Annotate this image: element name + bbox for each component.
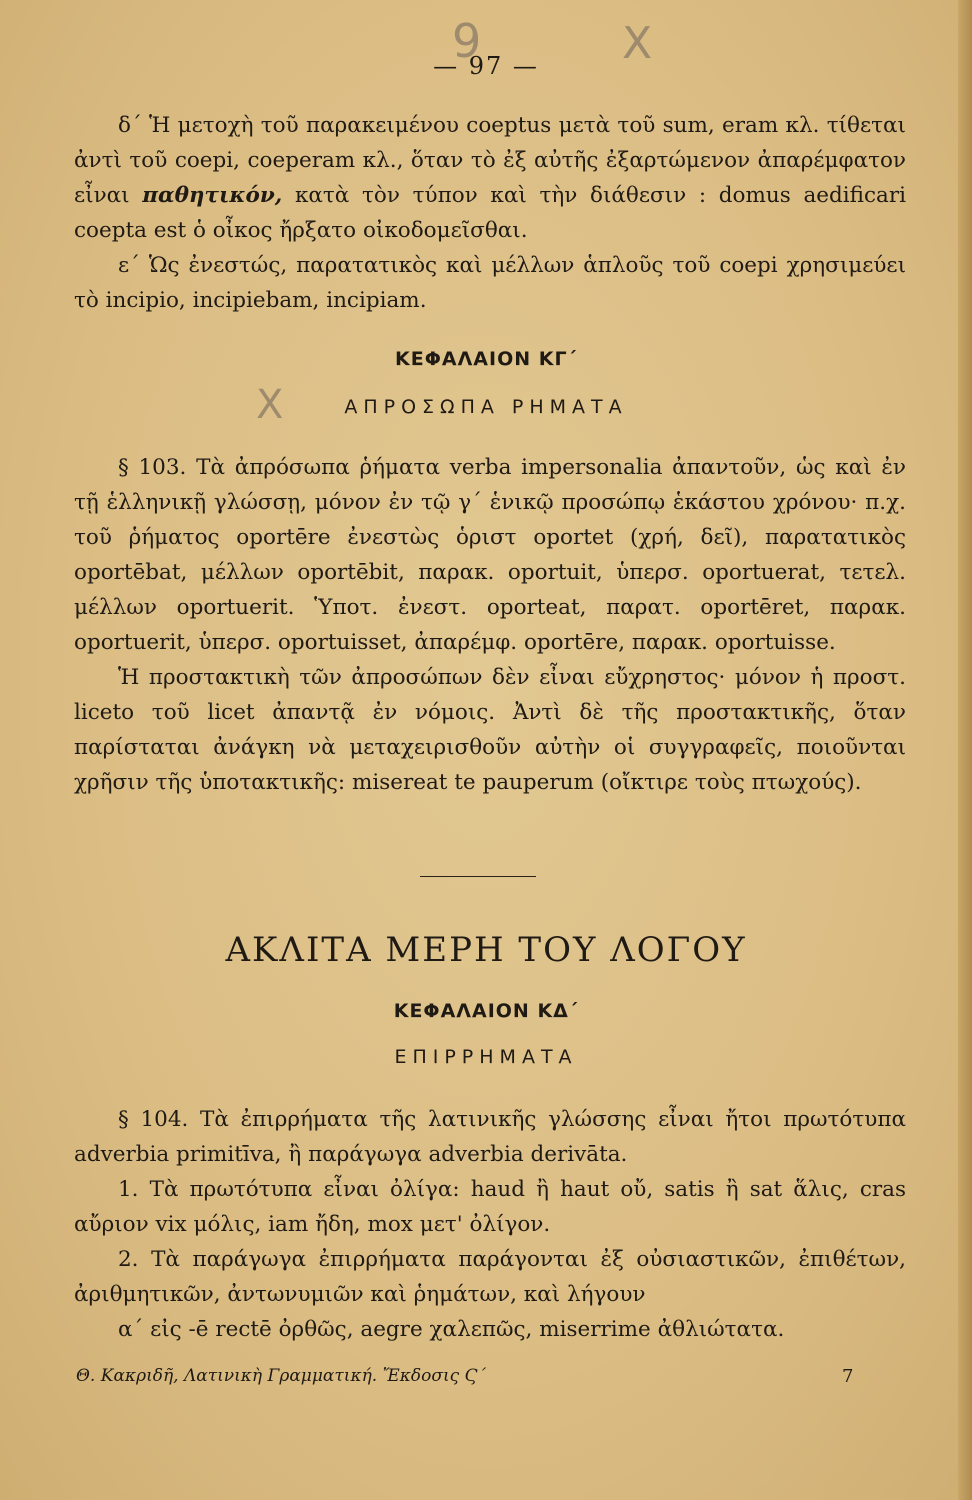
pencil-mark-chapter: X xyxy=(256,382,284,428)
pencil-mark-cross: X xyxy=(622,18,653,69)
paragraph-104: § 104. Τὰ ἐπιρρήματα τῆς λατινικῆς γλώσσης εἶναι ἤτοι πρωτότυπα adverbia primitīva, ἢ παράγωγα adverbia derivāta. xyxy=(74,1107,906,1167)
chapter-label-kd: ΚΕΦΑΛΑΙΟΝ ΚΔ΄ xyxy=(393,1000,579,1022)
chapter-title-kd: ΕΠΙΡΡΗΜΑΤΑ xyxy=(394,1046,578,1068)
pencil-mark-number: 9 xyxy=(452,14,482,68)
emphasis-pathetikon: παθητικόν, xyxy=(142,183,283,208)
page-number: — 97 — xyxy=(433,52,539,80)
list-item-primitive: 1. Τὰ πρωτότυπα εἶναι ὀλίγα: haud ἢ haut οὔ, satis ἢ sat ἅλις, cras αὔριον vix μόλις, iam ἤδη, mox μετ' ὀλίγον. xyxy=(74,1177,906,1237)
paragraph-103-imperative: Ἡ προστακτικὴ τῶν ἀπροσώπων δὲν εἶναι εὔχρηστος· μόνον ἡ προστ. liceto τοῦ licet ἀπαντᾷ ἐν νόμοις. Ἀντὶ δὲ τῆς προστακτικῆς, ὅταν παρίσταται ἀνάγκη νὰ μεταχειρισθοῦν αὐτὴν οἱ συγγραφεῖς, ποιοῦνται χρῆσιν τῆς ὑποτακτικῆς: misereat te pauperum (οἴκτιρε τοὺς πτωχούς). xyxy=(74,665,906,795)
paragraph-delta xyxy=(74,108,906,248)
footer-signature-number: 7 xyxy=(842,1366,854,1387)
footer-signature: Θ. Κακριδῆ, Λατινικὴ Γραμματική. Ἔκδοσις Ϛ΄ xyxy=(76,1366,487,1386)
chapter-label-kg: ΚΕΦΑΛΑΙΟΝ ΚΓ΄ xyxy=(395,348,577,370)
chapter-title-kg: ΑΠΡΟΣΩΠΑ ΡΗΜΑΤΑ xyxy=(344,396,628,418)
section-103 xyxy=(74,450,906,800)
list-item-derived-alpha: α΄ εἰς -ē rectē ὀρθῶς, aegre χαλεπῶς, miserrime ἀθλιώτατα. xyxy=(118,1317,785,1342)
section-top xyxy=(74,108,906,318)
paragraph-epsilon: ε΄ Ὡς ἐνεστώς, παρατατικὸς καὶ μέλλων ἁπλοῦς τοῦ coepi χρησιμεύει τὸ incipio, incipiebam, incipiam. xyxy=(74,253,906,313)
paragraph-103: § 103. Τὰ ἀπρόσωπα ῥήματα verba impersonalia ἀπαντοῦν, ὡς καὶ ἐν τῇ ἑλληνικῇ γλώσσῃ, μόνον ἐν τῷ γ΄ ἑνικῷ προσώπῳ ἑκάστου χρόνου· π.χ. τοῦ ῥήματος oportēre ἐνεστὼς ὁριστ oportet (χρή, δεῖ), παρατατικὸς oportēbat, μέλλων oportēbit, παρακ. oportuit, ὑπερσ. oportuerat, τετελ. μέλλων oportuerit. Ὑποτ. ἐνεστ. oporteat, παρατ. oportēret, παρακ. oportuerit, ὑπερσ. oportuisset, ἀπαρέμφ. oportēre, παρακ. oportuisse. xyxy=(74,455,906,655)
paragraph-delta-end: κατὰ τὸν τύπον καὶ τὴν διάθεσιν : domus aedificari coepta est ὁ οἶκος ἤρξατο οἰκοδομεῖσθαι. xyxy=(74,183,906,243)
list-item-derived: 2. Τὰ παράγωγα ἐπιρρήματα παράγονται ἐξ οὐσιαστικῶν, ἐπιθέτων, ἀριθμητικῶν, ἀντωνυμιῶν καὶ ῥημάτων, καὶ λήγουν xyxy=(74,1247,906,1307)
page-edge xyxy=(958,0,972,1500)
paragraph-delta-text: δ΄ Ἡ μετοχὴ τοῦ παρακειμένου coeptus μετὰ τοῦ sum, eram κλ. τίθεται ἀντὶ τοῦ coepi, coeperam κλ., ὅταν τὸ ἐξ αὐτῆς ἐξαρτώμενον ἀπαρέμφατον εἶναι xyxy=(74,113,906,208)
part-title: ΑΚΛΙΤΑ ΜΕΡΗ ΤΟΥ ΛΟΓΟΥ xyxy=(225,930,747,970)
section-divider xyxy=(420,876,536,877)
section-104 xyxy=(74,1102,906,1347)
